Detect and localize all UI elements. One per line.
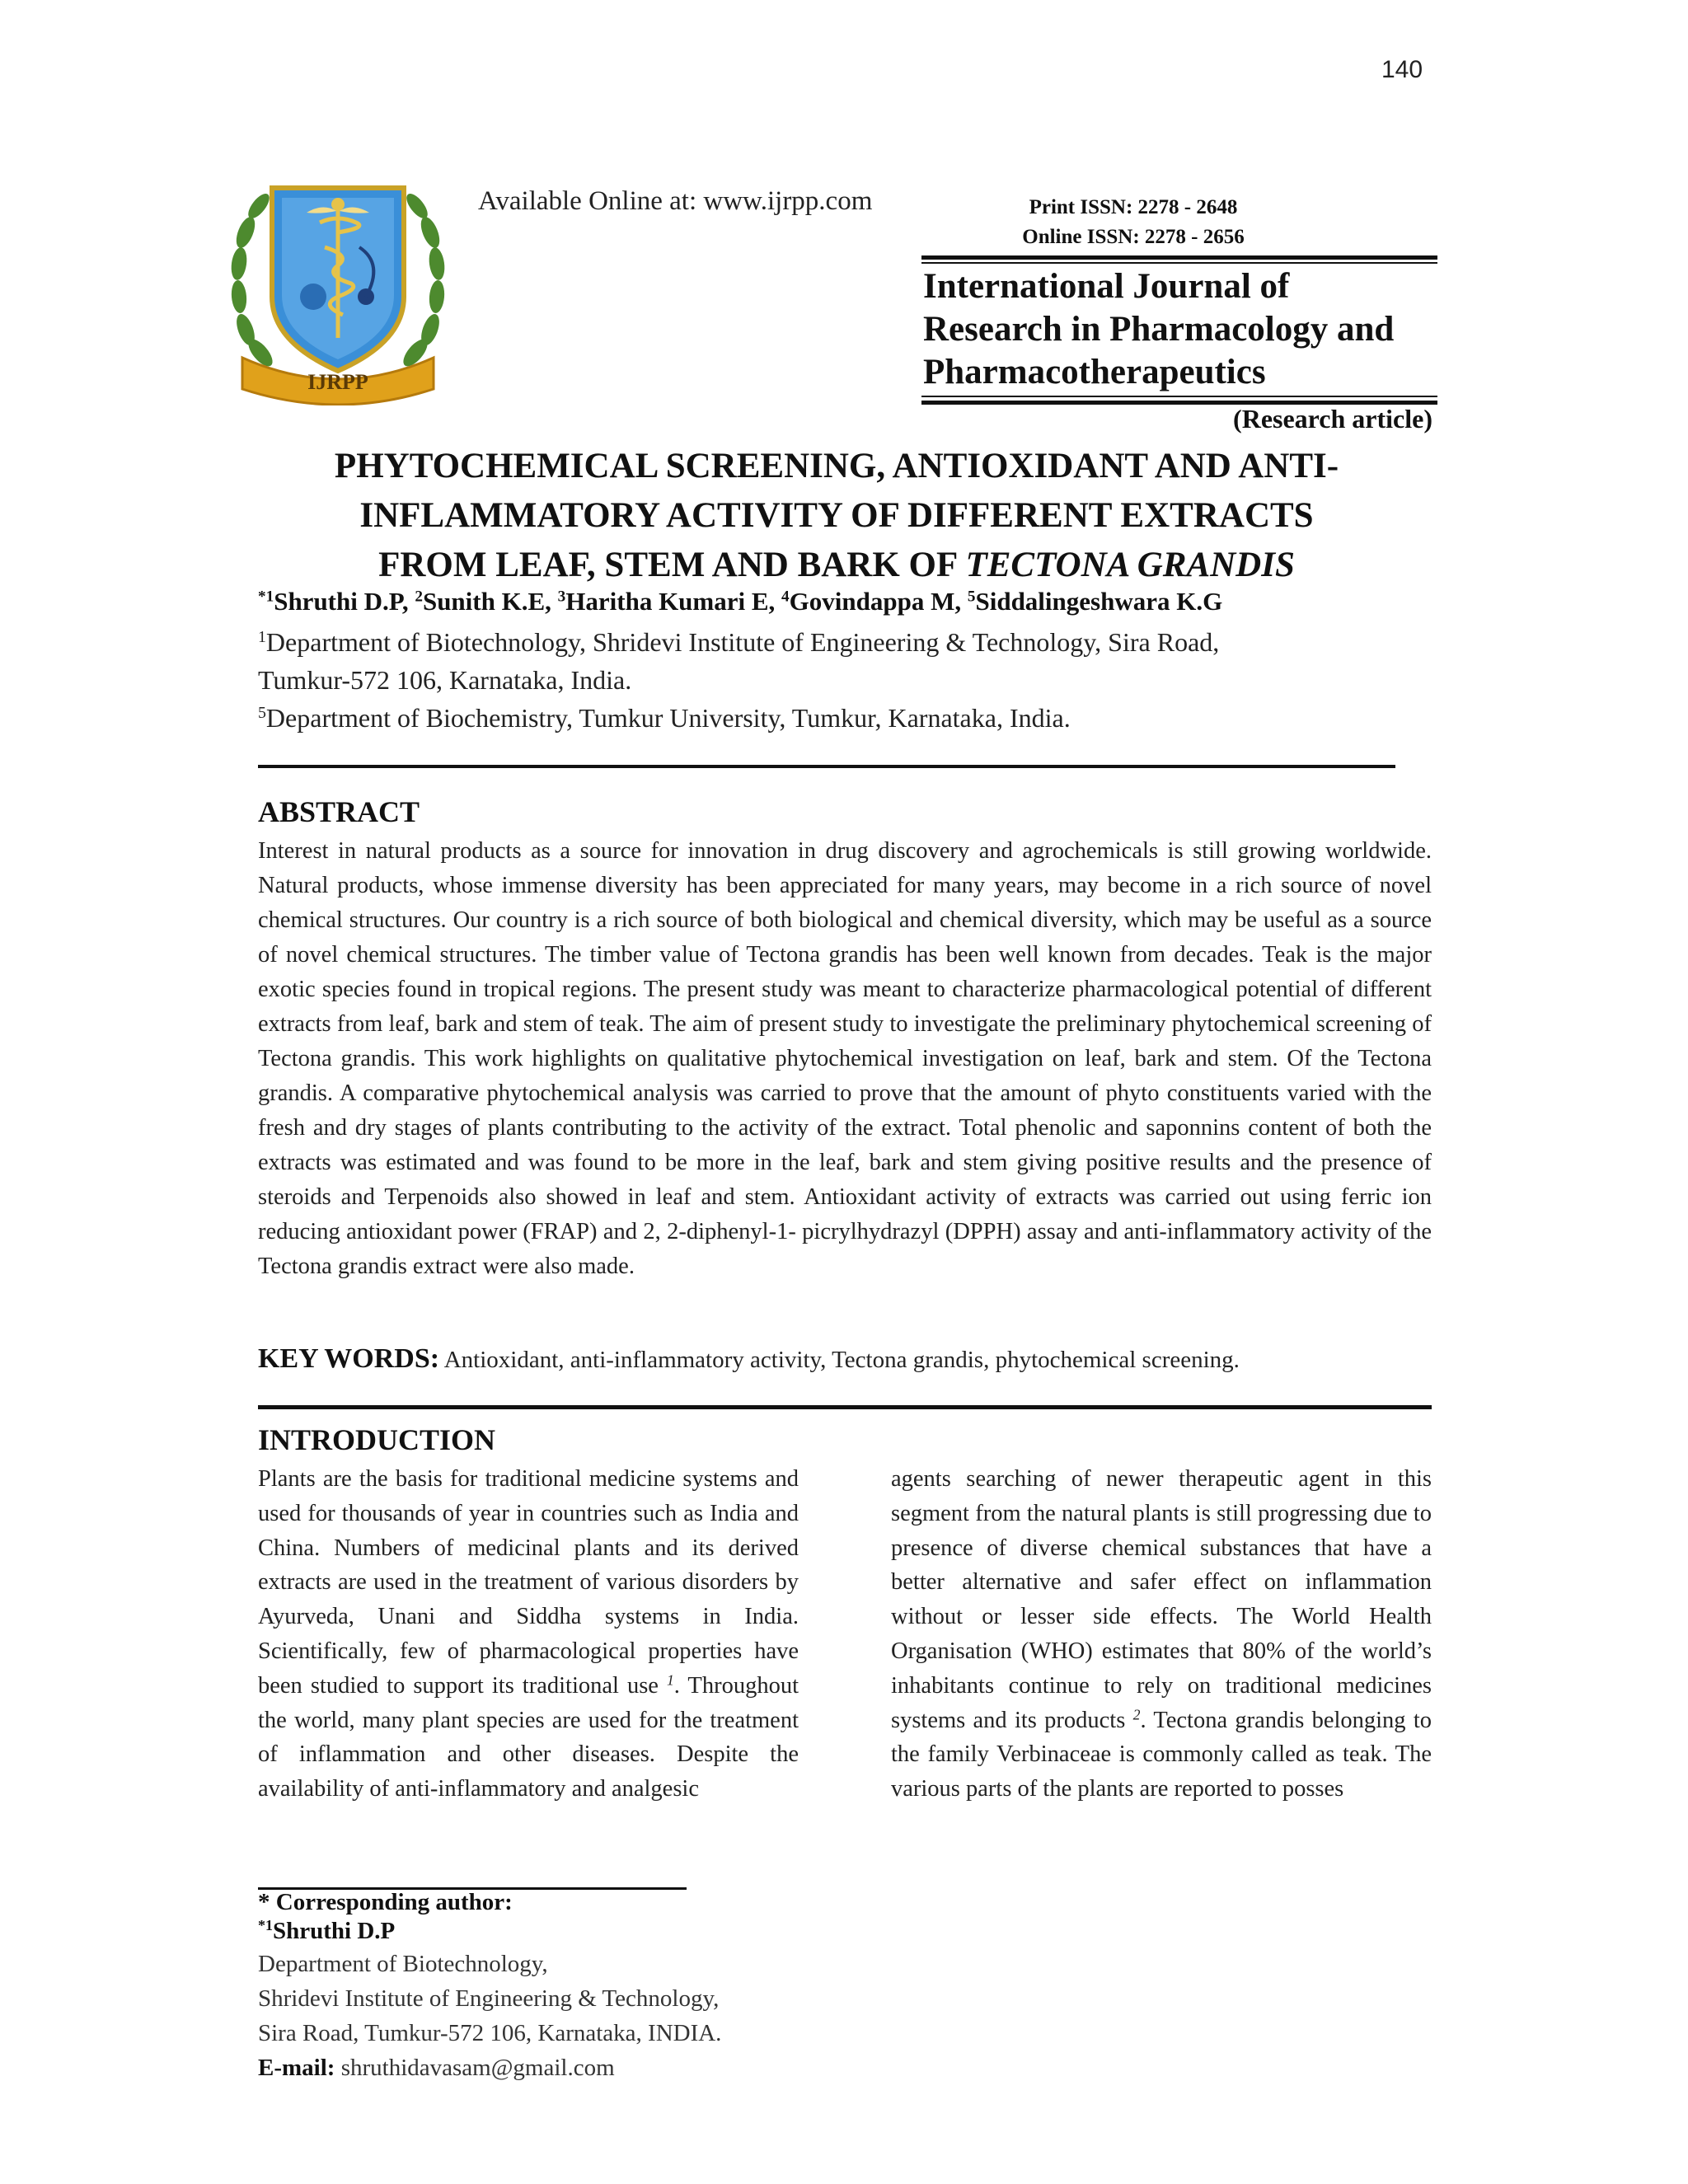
rule-after-affiliations (258, 765, 1395, 768)
journal-name-line: Research in Pharmacology and (923, 310, 1395, 349)
citation-ref: 1 (666, 1671, 674, 1689)
title-line: PHYTOCHEMICAL SCREENING, ANTIOXIDANT AND ANTI- (334, 447, 1339, 485)
citation-ref: 2 (1132, 1705, 1141, 1722)
corresponding-address-line: Sira Road, Tumkur-572 106, Karnataka, INDIA. (258, 2020, 722, 2046)
introduction-column-right: agents searching of newer therapeutic agent in this segment from the natural plants is still progressing due to presence of diverse chemical substances that have a better alternative and safer effect on inflammation without or lesser side effects. The World Health Organisation (WHO) estimates that 80% of the world’s inhabitants continue to rely on traditional medicines systems and its products $^2$. Tectona grandis belonging to the family Verbinaceae is commonly called as teak. The various parts of the plants are reported to posses (891, 1466, 1432, 1802)
author-name: Govindappa M, (789, 587, 968, 616)
affiliation-line: Tumkur-572 106, Karnataka, India. (258, 665, 632, 695)
title-line: FROM LEAF, STEM AND BARK OF TECTONA GRANDIS (378, 546, 1295, 584)
journal-name (923, 265, 1394, 394)
print-issn: Print ISSN: 2278 - 2648 (1029, 196, 1238, 218)
issn-block (997, 193, 1269, 252)
author-name: Sunith K.E, (422, 587, 558, 616)
logo-text: IJRPP (307, 370, 368, 394)
author-name: Haritha Kumari E, (565, 587, 782, 616)
page-number: 140 (1381, 56, 1423, 83)
keywords-text: Antioxidant, anti-inflammatory activity, Tectona grandis, phytochemical screening. (439, 1347, 1240, 1373)
rule-before-introduction (258, 1405, 1432, 1409)
author-name: Shruthi D.P, (274, 587, 415, 616)
corresponding-email: E-mail: shruthidavasam@gmail.com (258, 2055, 615, 2081)
affiliation-line: $^1$Department of Biotechnology, Shridevi Institute of Engineering & Technology, Sira Road, (258, 627, 1220, 657)
journal-name-line: Pharmacotherapeutics (923, 353, 1266, 391)
rule-journal-top-thin (921, 262, 1437, 264)
email-address: shruthidavasam@gmail.com (335, 2055, 615, 2081)
abstract-text: Interest in natural products as a source for innovation in drug discovery and agrochemicals is still growing worldwide. Natural products, whose immense diversity has been appreciated for many years, may become in a rich source of novel chemical structures. Our country is a rich source of both biological and chemical diversity, which may be useful as a source of novel chemical structures. The timber value of Tectona grandis has been well known from decades. Teak is the major exotic species found in tropical regions. The present study was meant to characterize pharmacological potential of different extracts from leaf, bark and stem of teak. The aim of present study to investigate the preliminary phytochemical screening of Tectona grandis. This work highlights on qualitative phytochemical investigation on leaf, bark and stem. Of the Tectona grandis. A comparative phytochemical analysis was carried to prove that the amount of phyto constituents varied with the fresh and dry stages of plants contributing to the activity of the extract. Total phenolic and saponnins content of both the extracts was estimated and was found to be more in the leaf, bark and stem giving positive results and the presence of steroids and Terpenoids also showed in leaf and stem. Antioxidant activity of extracts was carried out using ferric ion reducing antioxidant power (FRAP) and 2, 2-diphenyl-1- picrylhydrazyl (DPPH) assay and anti-inflammatory activity of the Tectona grandis extract were also made. (258, 838, 1432, 1279)
corresponding-address-line: Shridevi Institute of Engineering & Technology, (258, 1985, 720, 2012)
journal-logo (227, 173, 448, 405)
corresponding-address-line: Department of Biotechnology, (258, 1951, 548, 1977)
paper-title (256, 442, 1418, 590)
abstract-heading: ABSTRACT (258, 795, 420, 828)
affiliations (258, 623, 1219, 737)
keywords-label: KEY WORDS: (258, 1343, 440, 1374)
online-issn: Online ISSN: 2278 - 2656 (1022, 226, 1245, 248)
keywords (258, 1343, 1240, 1375)
corresponding-heading: * Corresponding author: (258, 1889, 513, 1915)
author-name: Siddalingeshwara K.G (975, 587, 1223, 616)
article-type: (Research article) (1233, 404, 1432, 434)
corresponding-author (258, 1889, 721, 2085)
author-list: $^{*1}$Shruthi D.P, $^2$Sunith K.E, $^3$Haritha Kumari E, $^4$Govindappa M, $^5$Siddalingeshwara K.G (258, 587, 1223, 616)
title-line: INFLAMMATORY ACTIVITY OF DIFFERENT EXTRACTS (359, 496, 1314, 535)
introduction-heading: INTRODUCTION (258, 1423, 496, 1456)
available-online: Available Online at: www.ijrpp.com (478, 186, 873, 216)
introduction-column-left: Plants are the basis for traditional medicine systems and used for thousands of year in countries such as India and China. Numbers of medicinal plants and its derived extracts are used in the treatment of various disorders by Ayurveda, Unani and Siddha systems in India. Scientifically, few of pharmacological properties have been studied to support its traditional use $^1$. Throughout the world, many plant species are used for the treatment of inflammation and other diseases. Despite the availability of anti-inflammatory and analgesic (258, 1466, 799, 1802)
journal-name-line: International Journal of (923, 267, 1290, 306)
rule-journal-top (921, 255, 1437, 260)
affiliation-line: $^5$Department of Biochemistry, Tumkur University, Tumkur, Karnataka, India. (258, 703, 1071, 733)
corresponding-name: $^{*1}$Shruthi D.P (258, 1917, 396, 1944)
rule-journal-bottom-thin (921, 396, 1437, 397)
